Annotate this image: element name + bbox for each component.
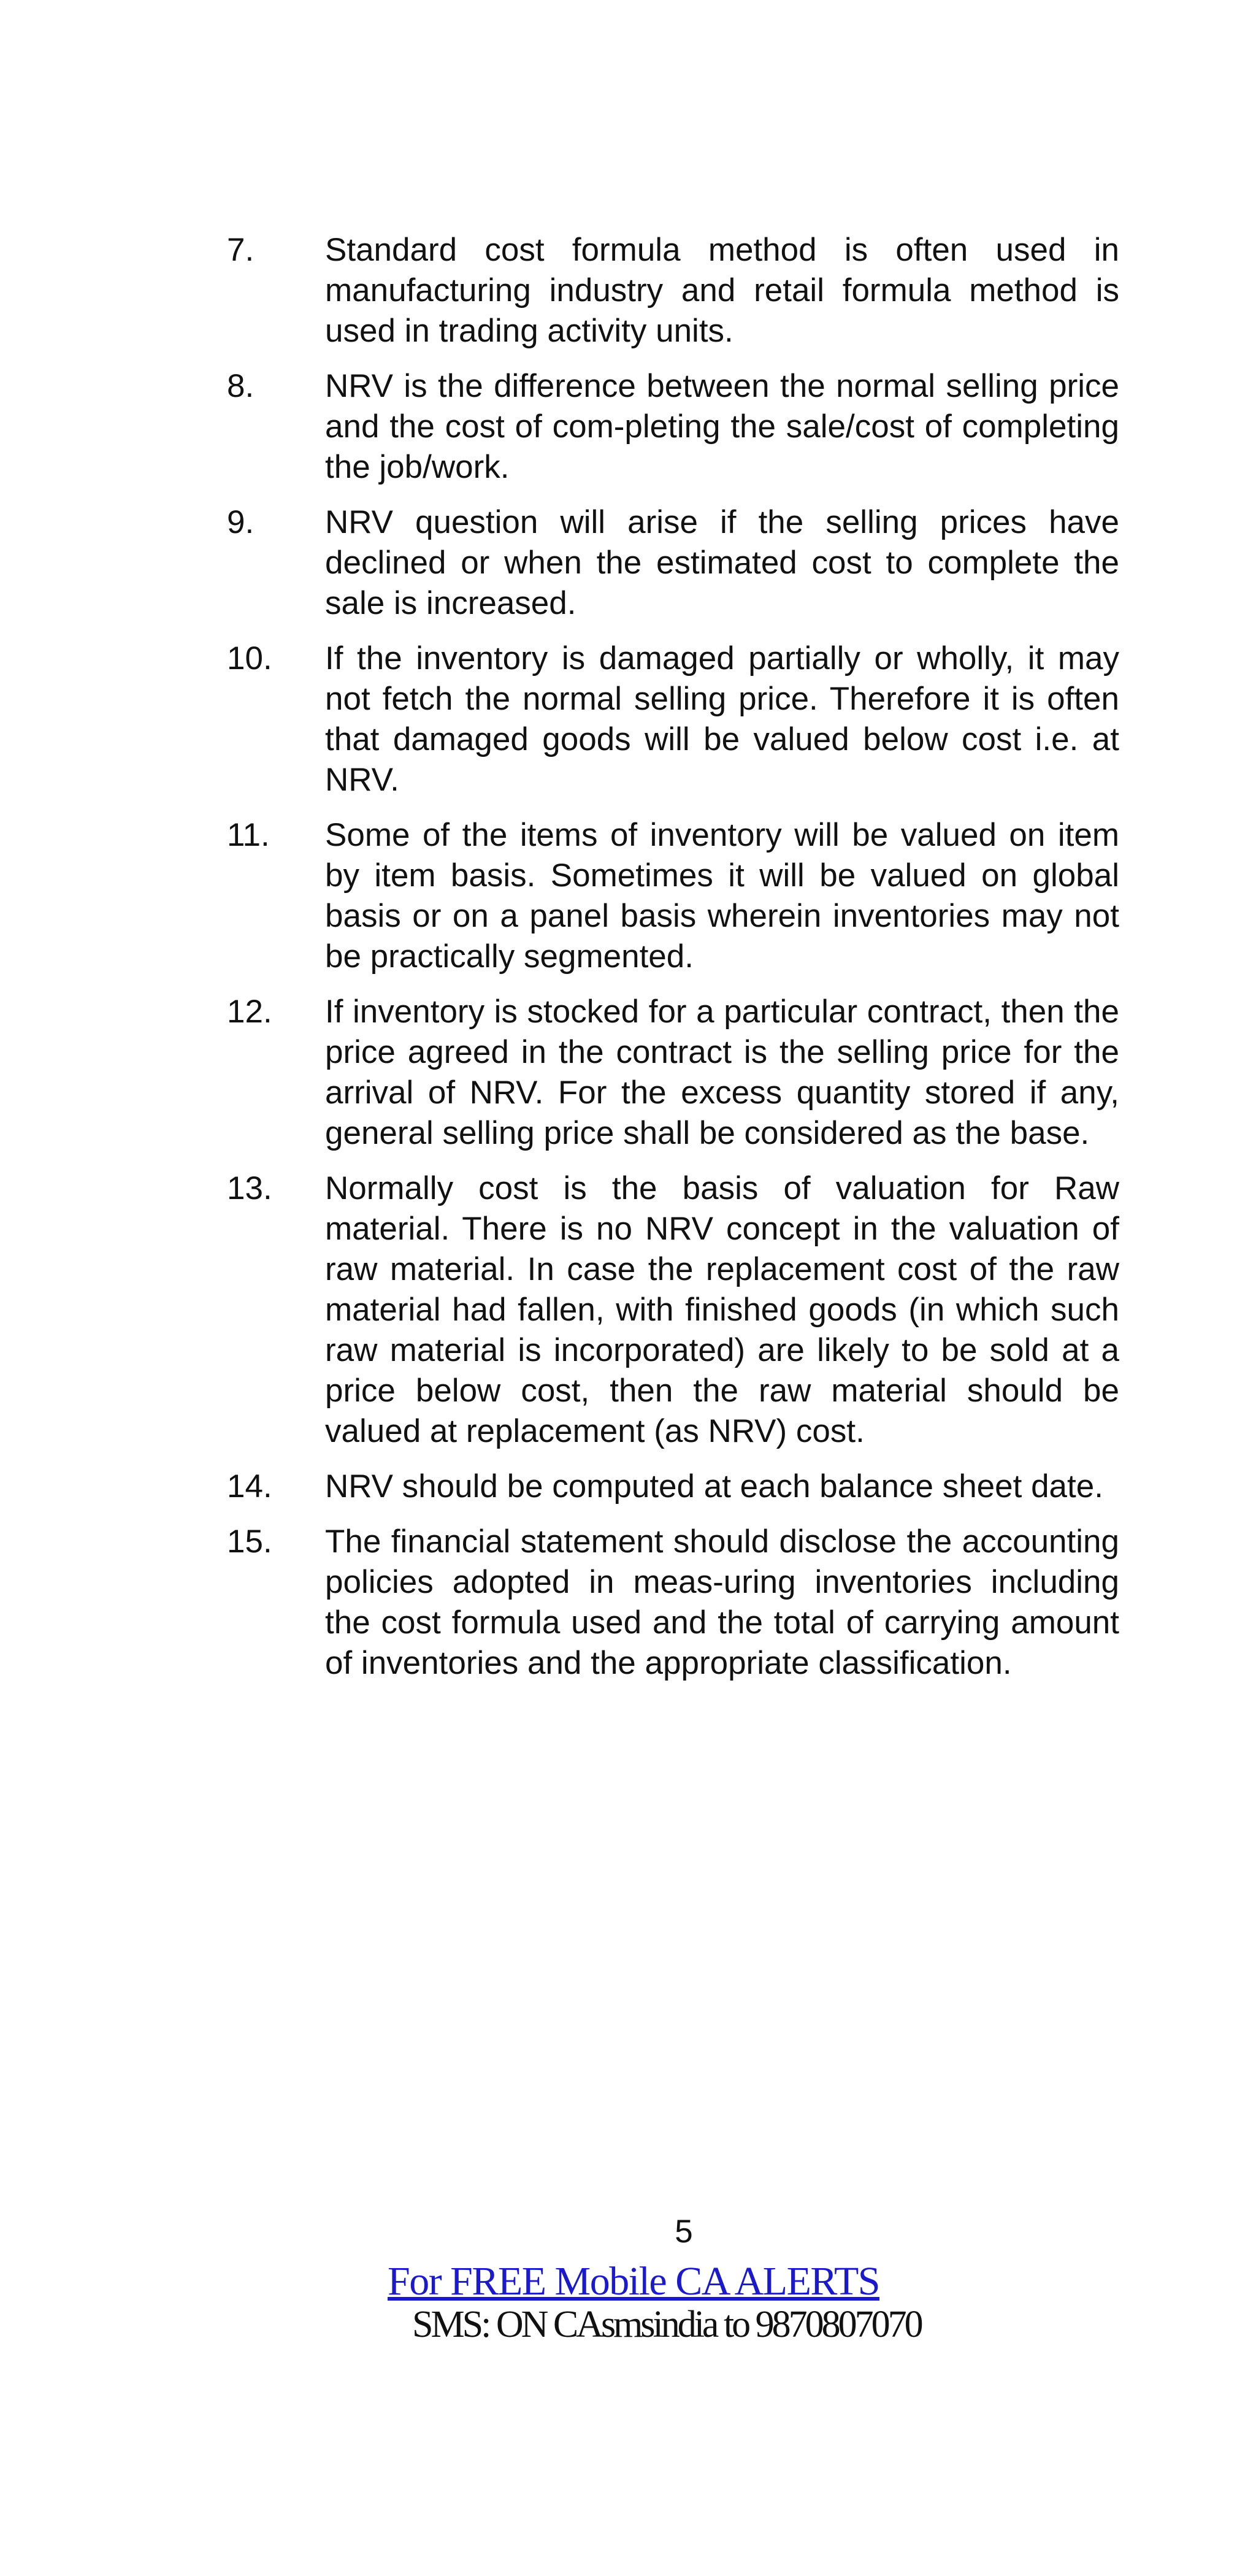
item-text: Some of the items of inventory will be valued on item by item basis. Sometimes it will be valued on global basis or on a panel basis wherein inventories may not be practically segmented. — [325, 817, 1119, 975]
list-item — [227, 1168, 1122, 1452]
list-item — [227, 815, 1122, 977]
item-number: 8. — [227, 368, 255, 404]
list-item — [227, 1466, 1122, 1507]
item-text: NRV is the difference between the normal selling price and the cost of com-pleting the sale/cost of completing the job/work. — [325, 368, 1119, 485]
list-item — [227, 992, 1122, 1154]
item-number: 12. — [227, 994, 272, 1030]
item-text: NRV question will arise if the selling prices have declined or when the estimated cost to complete the sale is increased. — [325, 504, 1119, 621]
list-item — [227, 366, 1122, 488]
item-number: 7. — [227, 232, 255, 268]
list-item — [227, 638, 1122, 800]
item-number: 14. — [227, 1468, 272, 1505]
item-text: Standard cost formula method is often used in manufacturing industry and retail formula method is used in trading activity units. — [325, 232, 1119, 349]
item-number: 15. — [227, 1524, 272, 1560]
item-text: If the inventory is damaged partially or wholly, it may not fetch the normal selling price. Therefore it is often that damaged goods will be valued below cost i.e. at NRV. — [325, 640, 1119, 798]
page-number: 5 — [675, 2214, 693, 2250]
item-number: 13. — [227, 1170, 272, 1206]
numbered-list — [227, 230, 1122, 1698]
item-number: 10. — [227, 640, 272, 677]
item-text: The financial statement should disclose the accounting policies adopted in meas-uring inventories including the cost formula used and the total of carrying amount of inventories and the appropriate classification. — [325, 1524, 1119, 1681]
list-item — [227, 1522, 1122, 1684]
list-item — [227, 502, 1122, 624]
item-text: If inventory is stocked for a particular contract, then the price agreed in the contract is the selling price for the arrival of NRV. For the excess quantity stored if any, general selling price shall be considered as the base. — [325, 994, 1119, 1151]
item-number: 9. — [227, 504, 255, 540]
free-alerts-link[interactable]: For FREE Mobile CA ALERTS — [388, 2259, 879, 2304]
item-number: 11. — [227, 817, 270, 853]
list-item — [227, 230, 1122, 351]
sms-instructions: SMS: ON CAsmsindia to 9870807070 — [412, 2304, 921, 2345]
item-text: NRV should be computed at each balance sheet date. — [325, 1468, 1103, 1505]
item-text: Normally cost is the basis of valuation for Raw material. There is no NRV concept in the valuation of raw material. In case the replacement cost of the raw material had fallen, with finished goods (in which such raw material is incorporated) are likely to be sold at a price below cost, then the raw material should be valued at replacement (as NRV) cost. — [325, 1170, 1119, 1449]
